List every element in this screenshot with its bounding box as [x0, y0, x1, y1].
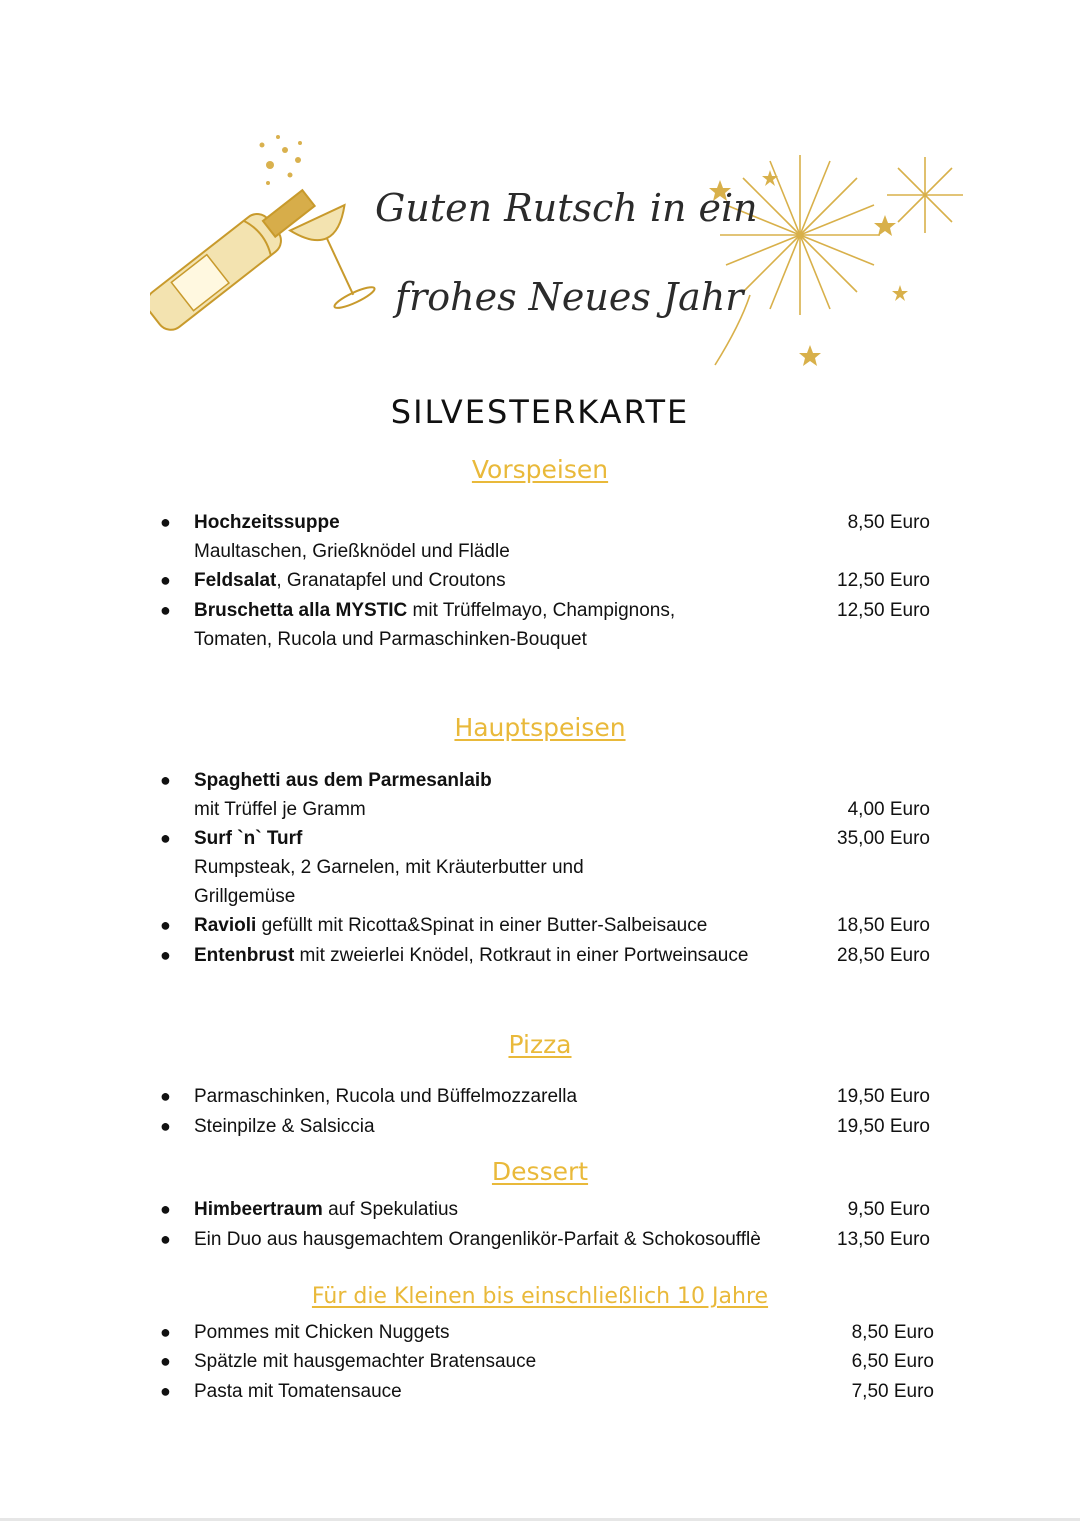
bullet-icon: ●	[160, 1322, 171, 1342]
section-title-hauptspeisen: Hauptspeisen	[454, 713, 626, 742]
item-name: Hochzeitssuppe	[194, 512, 340, 533]
item-price: 13,50 Euro	[837, 1229, 930, 1250]
item-name: Spaghetti aus dem Parmesanlaib	[194, 770, 492, 791]
bullet-icon: ●	[160, 1086, 171, 1106]
item-text: Steinpilze & Salsiccia	[194, 1116, 375, 1137]
item-description: Maultaschen, Grießknödel und Flädle	[194, 541, 510, 562]
item-description: Tomaten, Rucola und Parmaschinken-Bouquet	[194, 629, 587, 650]
item-price: 8,50 Euro	[847, 512, 930, 533]
item-price: 12,50 Euro	[837, 600, 930, 621]
bullet-icon: ●	[160, 915, 171, 935]
greeting-line-1: Guten Rutsch in ein	[375, 186, 758, 230]
bullet-icon: ●	[160, 1229, 171, 1249]
item-detail: mit Trüffelmayo, Champignons,	[407, 600, 676, 621]
item-name: Entenbrust	[194, 945, 295, 966]
item-name: Bruschetta alla MYSTIC	[194, 600, 408, 621]
bullet-icon: ●	[160, 512, 171, 532]
menu-title: SILVESTERKARTE	[390, 393, 690, 431]
item-text: Pasta mit Tomatensauce	[194, 1381, 402, 1402]
bullet-icon: ●	[160, 1116, 171, 1136]
bullet-icon: ●	[160, 945, 171, 965]
item-price: 28,50 Euro	[837, 945, 930, 966]
item-name: Ravioli	[194, 915, 257, 936]
item-price: 19,50 Euro	[837, 1086, 930, 1107]
item-detail: mit zweierlei Knödel, Rotkraut in einer Portweinsauce	[294, 945, 749, 966]
item-text: Pommes mit Chicken Nuggets	[194, 1322, 450, 1343]
item-detail: auf Spekulatius	[322, 1199, 459, 1220]
bullet-icon: ●	[160, 828, 171, 848]
item-name: Surf `n` Turf	[194, 828, 303, 849]
bullet-icon: ●	[160, 600, 171, 620]
champagne-bottle-icon	[150, 181, 322, 336]
bullet-icon: ●	[160, 1381, 171, 1401]
item-description: mit Trüffel je Gramm	[194, 799, 366, 820]
item-price: 18,50 Euro	[837, 915, 930, 936]
item-detail: gefüllt mit Ricotta&Spinat in einer Butter-Salbeisauce	[256, 915, 708, 936]
bullet-icon: ●	[160, 770, 171, 790]
item-text: Parmaschinken, Rucola und Büffelmozzarella	[194, 1086, 578, 1107]
item-price: 35,00 Euro	[837, 828, 930, 849]
champagne-glass-icon	[290, 205, 384, 315]
item-name: Himbeertraum	[194, 1199, 323, 1220]
section-title-vorspeisen: Vorspeisen	[471, 455, 609, 484]
splash-icon	[260, 135, 303, 185]
item-price: 9,50 Euro	[847, 1199, 930, 1220]
section-title-pizza: Pizza	[508, 1030, 572, 1059]
item-price: 7,50 Euro	[851, 1381, 934, 1402]
bullet-icon: ●	[160, 570, 171, 590]
section-title-kids: Für die Kleinen bis einschließlich 10 Jahre	[311, 1284, 769, 1309]
champagne-fireworks-illustration	[150, 125, 980, 380]
header-illustration	[150, 125, 980, 380]
bullet-icon: ●	[160, 1199, 171, 1219]
bullet-icon: ●	[160, 1351, 171, 1371]
item-price: 12,50 Euro	[837, 570, 930, 591]
section-title-dessert: Dessert	[491, 1157, 589, 1186]
item-name: Feldsalat	[194, 570, 277, 591]
item-price: 8,50 Euro	[851, 1322, 934, 1343]
item-price: 4,00 Euro	[847, 799, 930, 820]
item-text: Spätzle mit hausgemachter Bratensauce	[194, 1351, 537, 1372]
item-text: Ein Duo aus hausgemachtem Orangenlikör-Parfait & Schokosoufflè	[194, 1229, 761, 1250]
item-description-2: Grillgemüse	[194, 886, 296, 907]
item-price: 19,50 Euro	[837, 1116, 930, 1137]
greeting-line-2: frohes Neues Jahr	[395, 275, 744, 319]
item-detail: , Granatapfel und Croutons	[276, 570, 506, 591]
item-price: 6,50 Euro	[851, 1351, 934, 1372]
item-description: Rumpsteak, 2 Garnelen, mit Kräuterbutter und	[194, 857, 584, 878]
